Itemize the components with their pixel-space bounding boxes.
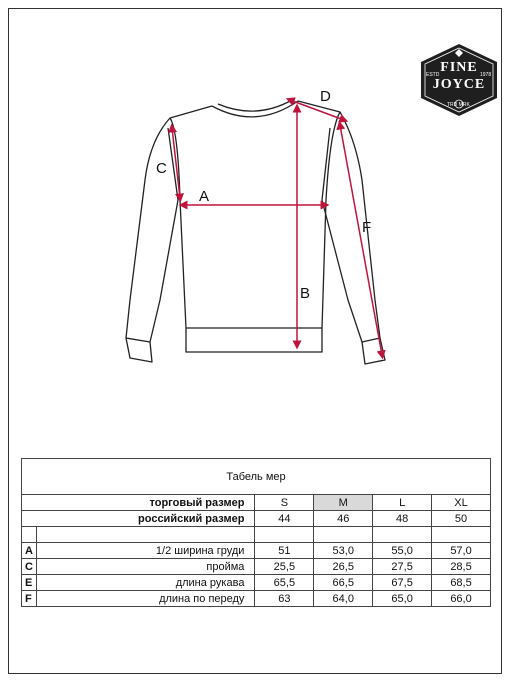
logo-line-2: JOYCE <box>432 77 486 92</box>
row-value: 68,5 <box>432 575 491 591</box>
row-name: длина по переду <box>36 591 254 607</box>
row-value: 64,0 <box>314 591 373 607</box>
row-letter: C <box>22 559 37 575</box>
row-value: 66,0 <box>432 591 491 607</box>
table-row <box>22 591 491 607</box>
russian-size-m: 46 <box>314 511 373 527</box>
row-value: 55,0 <box>373 543 432 559</box>
russian-size-xl: 50 <box>432 511 491 527</box>
measure-label-d: D <box>320 88 331 105</box>
russian-size-l: 48 <box>373 511 432 527</box>
row-letter: E <box>22 575 37 591</box>
row-name: длина рукава <box>36 575 254 591</box>
row-value: 28,5 <box>432 559 491 575</box>
row-value: 27,5 <box>373 559 432 575</box>
spacer-row <box>22 527 491 543</box>
russian-size-label: российский размер <box>22 511 255 527</box>
row-value: 25,5 <box>255 559 314 575</box>
logo-line-1: FINE <box>440 60 478 75</box>
trade-size-label: торговый размер <box>22 495 255 511</box>
row-value: 57,0 <box>432 543 491 559</box>
row-value: 53,0 <box>314 543 373 559</box>
row-value: 63 <box>255 591 314 607</box>
size-l: L <box>373 495 432 511</box>
size-xl: XL <box>432 495 491 511</box>
logo-right-text: 1978 <box>480 72 492 78</box>
logo-left-text: ESTD <box>426 72 440 78</box>
measure-label-a: A <box>199 188 210 205</box>
row-letter: F <box>22 591 37 607</box>
size-table <box>21 458 491 607</box>
brand-logo <box>417 42 501 118</box>
table-row <box>22 559 491 575</box>
table-row <box>22 543 491 559</box>
row-value: 26,5 <box>314 559 373 575</box>
row-value: 51 <box>255 543 314 559</box>
measure-label-c: C <box>156 160 167 177</box>
row-value: 65,5 <box>255 575 314 591</box>
table-title-row <box>22 459 491 495</box>
table-title: Табель мер <box>22 459 491 495</box>
table-row <box>22 575 491 591</box>
measure-label-b: B <box>300 285 311 302</box>
row-value: 67,5 <box>373 575 432 591</box>
row-letter: A <box>22 543 37 559</box>
row-value: 66,5 <box>314 575 373 591</box>
logo-bottom-text: TRD MRK <box>447 102 470 108</box>
size-m: M <box>314 495 373 511</box>
russian-size-row <box>22 511 491 527</box>
russian-size-s: 44 <box>255 511 314 527</box>
row-value: 65,0 <box>373 591 432 607</box>
row-name: 1/2 ширина груди <box>36 543 254 559</box>
size-s: S <box>255 495 314 511</box>
trade-size-row <box>22 495 491 511</box>
row-name: пройма <box>36 559 254 575</box>
measure-label-f: F <box>362 219 372 236</box>
